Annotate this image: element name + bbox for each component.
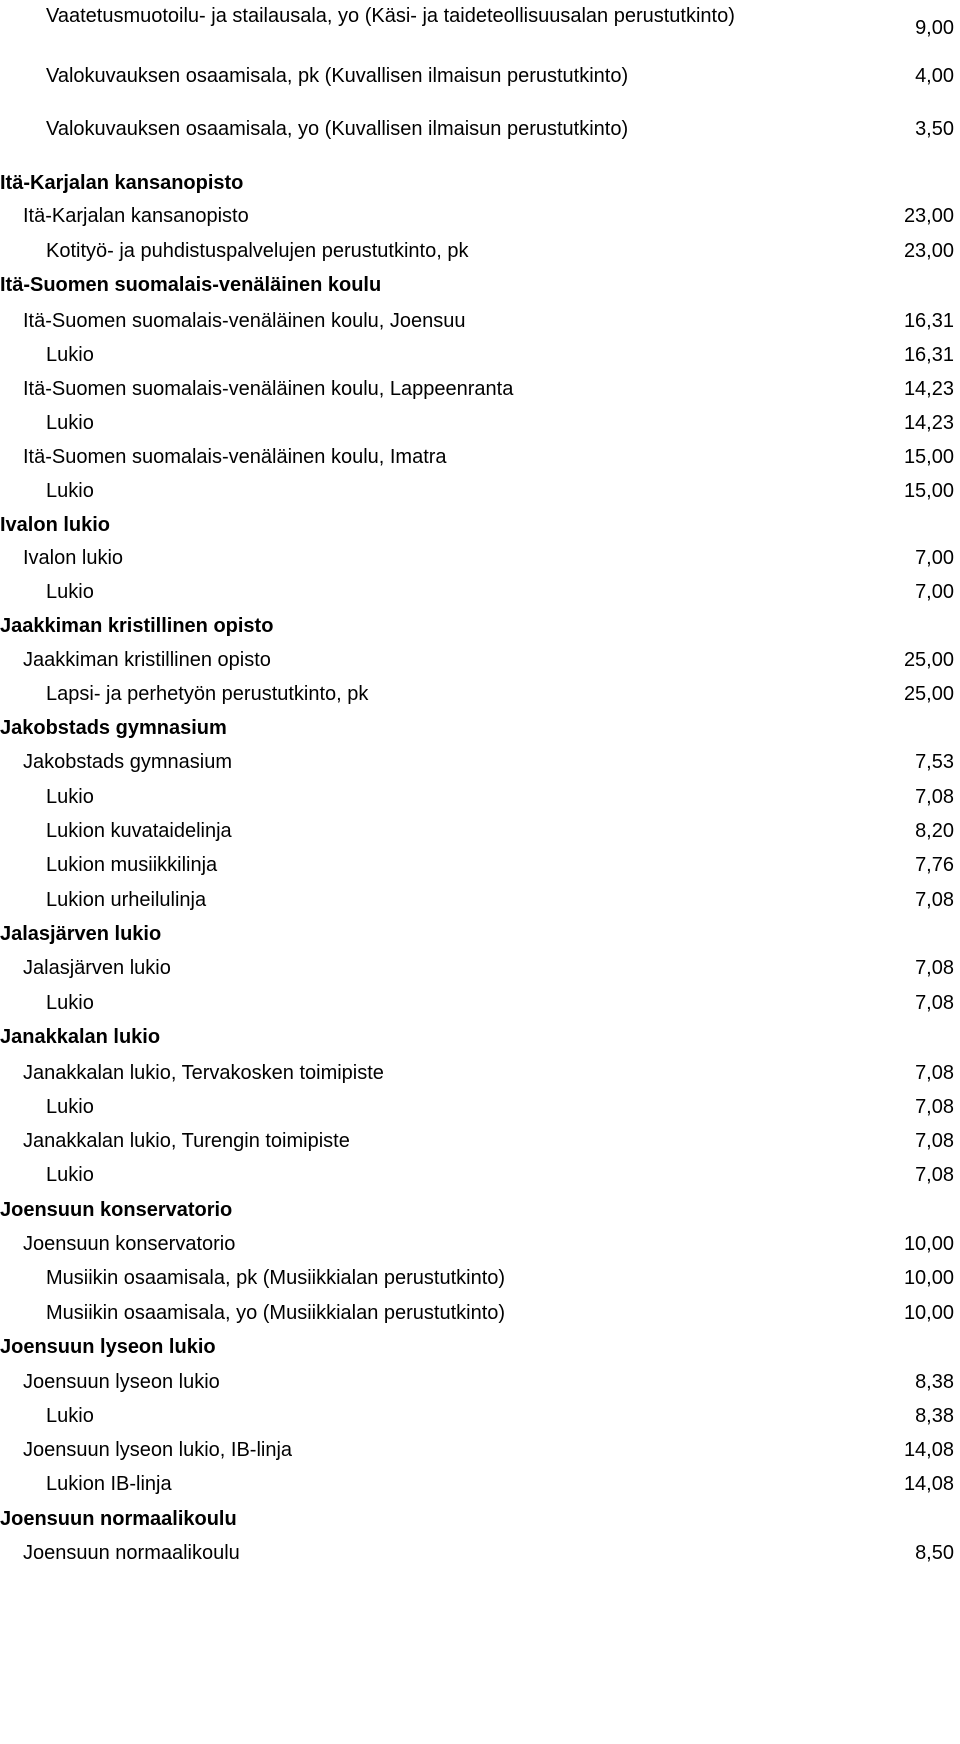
item-label: Jakobstads gymnasium xyxy=(23,751,232,773)
section-heading-row xyxy=(0,1198,960,1234)
item-value: 8,38 xyxy=(915,1405,954,1427)
item-value: 7,08 xyxy=(915,992,954,1014)
list-item xyxy=(0,1232,960,1268)
section-heading: Joensuun lyseon lukio xyxy=(0,1336,216,1358)
list-item xyxy=(0,819,960,855)
item-label: Lukio xyxy=(46,786,94,808)
section-heading: Joensuun normaalikoulu xyxy=(0,1508,237,1530)
item-value: 7,08 xyxy=(915,957,954,979)
item-value: 14,23 xyxy=(903,412,954,434)
list-item xyxy=(0,445,960,481)
section-heading: Jalasjärven lukio xyxy=(0,923,162,945)
list-item xyxy=(0,377,960,413)
list-item xyxy=(0,343,960,379)
list-item xyxy=(0,1061,960,1097)
item-label: Lapsi- ja perhetyön perustutkinto, pk xyxy=(46,683,369,705)
section-heading: Ivalon lukio xyxy=(0,514,111,536)
section-heading: Jakobstads gymnasium xyxy=(0,717,227,739)
item-label: Vaatetusmuotoilu- ja stailausala, yo (Käsi- ja taideteollisuusalan perustutkinto) xyxy=(46,5,735,27)
list-item xyxy=(0,1472,960,1508)
section-heading: Joensuun konservatorio xyxy=(0,1199,233,1221)
item-label: Lukio xyxy=(46,480,94,502)
item-value: 3,50 xyxy=(915,118,954,140)
item-label: Janakkalan lukio, Turengin toimipiste xyxy=(23,1130,350,1152)
item-label: Kotityö- ja puhdistuspalvelujen perustutkinto, pk xyxy=(46,240,469,262)
item-value: 16,31 xyxy=(903,344,954,366)
section-heading-row xyxy=(0,922,960,958)
item-value: 7,00 xyxy=(915,547,954,569)
item-value: 10,00 xyxy=(903,1302,954,1324)
section-heading: Janakkalan lukio xyxy=(0,1026,161,1048)
list-item xyxy=(0,1163,960,1199)
list-item xyxy=(0,309,960,345)
item-value: 14,08 xyxy=(903,1439,954,1461)
item-value: 4,00 xyxy=(915,65,954,87)
list-item xyxy=(0,546,960,582)
item-label: Lukio xyxy=(46,412,94,434)
item-label: Itä-Karjalan kansanopisto xyxy=(23,205,249,227)
section-heading-row xyxy=(0,614,960,650)
list-item xyxy=(0,1370,960,1406)
item-value: 15,00 xyxy=(903,480,954,502)
list-item xyxy=(0,1301,960,1337)
list-item xyxy=(0,204,960,240)
item-value: 7,00 xyxy=(915,581,954,603)
list-item xyxy=(0,479,960,515)
item-value: 15,00 xyxy=(903,446,954,468)
list-item xyxy=(0,1095,960,1131)
list-item xyxy=(0,648,960,684)
item-label: Joensuun lyseon lukio, IB-linja xyxy=(23,1439,293,1461)
item-label: Lukio xyxy=(46,1164,94,1186)
list-item xyxy=(0,682,960,718)
item-value: 7,08 xyxy=(915,1164,954,1186)
list-item xyxy=(0,1266,960,1302)
list-item xyxy=(0,1438,960,1474)
item-label: Joensuun konservatorio xyxy=(23,1233,236,1255)
item-value: 16,31 xyxy=(903,310,954,332)
section-heading: Itä-Karjalan kansanopisto xyxy=(0,172,244,194)
list-item xyxy=(0,785,960,821)
item-value: 14,23 xyxy=(903,378,954,400)
list-item xyxy=(0,888,960,924)
list-item xyxy=(0,956,960,992)
item-value: 23,00 xyxy=(903,240,954,262)
item-value: 25,00 xyxy=(903,649,954,671)
item-label: Janakkalan lukio, Tervakosken toimipiste xyxy=(23,1062,384,1084)
item-label: Itä-Suomen suomalais-venäläinen koulu, Imatra xyxy=(23,446,447,468)
item-value: 7,08 xyxy=(915,1096,954,1118)
list-item xyxy=(0,580,960,616)
list-item xyxy=(0,4,960,40)
section-heading-row xyxy=(0,273,960,309)
item-label: Valokuvauksen osaamisala, yo (Kuvallisen ilmaisun perustutkinto) xyxy=(46,118,629,140)
list-item xyxy=(0,1129,960,1165)
list-item xyxy=(0,64,960,100)
item-label: Lukio xyxy=(46,581,94,603)
list-item xyxy=(0,853,960,889)
item-label: Musiikin osaamisala, pk (Musiikkialan perustutkinto) xyxy=(46,1267,506,1289)
item-label: Valokuvauksen osaamisala, pk (Kuvallisen ilmaisun perustutkinto) xyxy=(46,65,629,87)
item-value: 10,00 xyxy=(903,1267,954,1289)
item-value: 8,38 xyxy=(915,1371,954,1393)
item-value: 23,00 xyxy=(903,205,954,227)
section-heading-row xyxy=(0,1507,960,1543)
list-item xyxy=(0,750,960,786)
item-value: 10,00 xyxy=(903,1233,954,1255)
item-value: 9,00 xyxy=(915,17,954,39)
item-label: Lukion urheilulinja xyxy=(46,889,207,911)
item-value: 14,08 xyxy=(903,1473,954,1495)
item-label: Jalasjärven lukio xyxy=(23,957,171,979)
list-item xyxy=(0,411,960,447)
item-value: 7,08 xyxy=(915,1062,954,1084)
section-heading-row xyxy=(0,716,960,752)
section-heading: Itä-Suomen suomalais-venäläinen koulu xyxy=(0,274,382,296)
item-value: 7,08 xyxy=(915,786,954,808)
item-value: 8,20 xyxy=(915,820,954,842)
item-value: 7,08 xyxy=(915,1130,954,1152)
item-label: Lukio xyxy=(46,1096,94,1118)
list-item xyxy=(0,991,960,1027)
list-item xyxy=(0,1404,960,1440)
item-value: 25,00 xyxy=(903,683,954,705)
item-label: Lukion kuvataidelinja xyxy=(46,820,232,842)
item-label: Jaakkiman kristillinen opisto xyxy=(23,649,271,671)
section-heading-row xyxy=(0,171,960,207)
list-item xyxy=(0,1541,960,1577)
item-label: Lukio xyxy=(46,1405,94,1427)
item-label: Itä-Suomen suomalais-venäläinen koulu, Joensuu xyxy=(23,310,466,332)
section-heading-row xyxy=(0,513,960,549)
list-item xyxy=(0,239,960,275)
item-label: Musiikin osaamisala, yo (Musiikkialan perustutkinto) xyxy=(46,1302,506,1324)
item-value: 7,08 xyxy=(915,889,954,911)
item-value: 7,53 xyxy=(915,751,954,773)
item-label: Itä-Suomen suomalais-venäläinen koulu, Lappeenranta xyxy=(23,378,514,400)
item-label: Joensuun lyseon lukio xyxy=(23,1371,220,1393)
item-label: Lukion IB-linja xyxy=(46,1473,172,1495)
item-label: Lukio xyxy=(46,992,94,1014)
section-heading: Jaakkiman kristillinen opisto xyxy=(0,615,274,637)
item-label: Joensuun normaalikoulu xyxy=(23,1542,240,1564)
item-value: 8,50 xyxy=(915,1542,954,1564)
section-heading-row xyxy=(0,1335,960,1371)
item-value: 7,76 xyxy=(915,854,954,876)
section-heading-row xyxy=(0,1025,960,1061)
item-label: Ivalon lukio xyxy=(23,547,124,569)
item-label: Lukion musiikkilinja xyxy=(46,854,218,876)
list-item xyxy=(0,117,960,153)
item-label: Lukio xyxy=(46,344,94,366)
